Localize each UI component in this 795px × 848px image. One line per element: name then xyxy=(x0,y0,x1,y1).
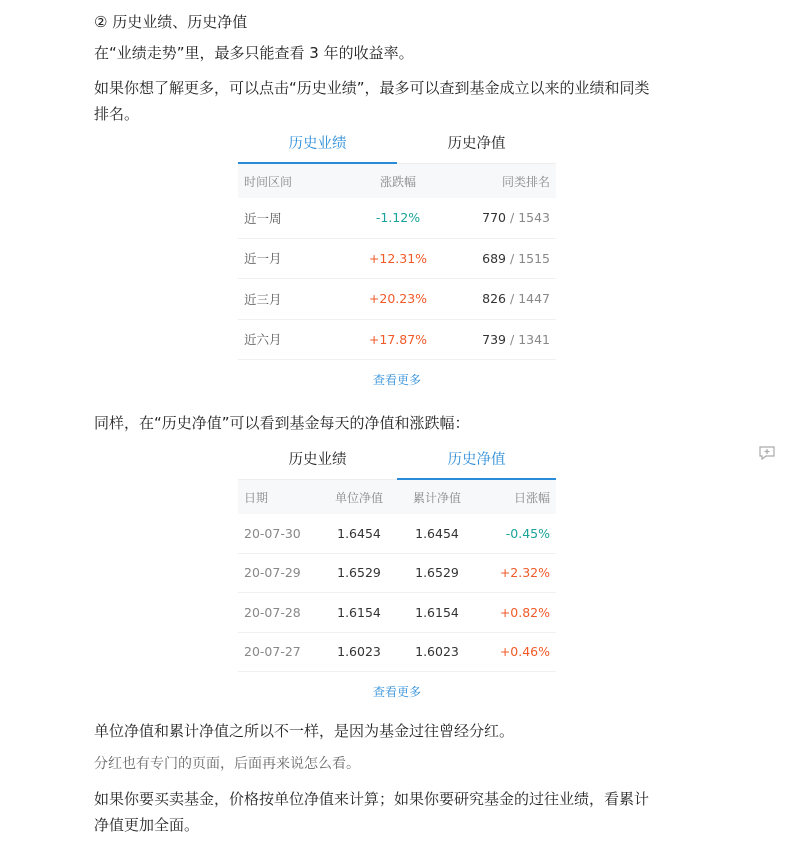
date-cell: 20-07-29 xyxy=(244,565,301,581)
rank-cell xyxy=(448,251,556,266)
history-performance-card xyxy=(238,126,556,400)
rank-separator: / xyxy=(506,210,519,226)
period-cell: 近一周 xyxy=(244,210,282,226)
view-more-link[interactable]: 查看更多 xyxy=(372,373,421,387)
table-row xyxy=(238,633,556,673)
date-cell: 20-07-27 xyxy=(244,644,301,660)
table-row xyxy=(238,593,556,633)
table-body xyxy=(238,198,556,360)
rank-cell xyxy=(448,210,556,225)
paragraph-2-line-2: 排名。 xyxy=(94,105,140,123)
unit-nav-cell: 1.6529 xyxy=(337,565,381,581)
paragraph-1: 在“业绩走势”里，最多只能查看 3 年的收益率。 xyxy=(94,44,414,62)
paragraph-5: 分红也有专门的页面，后面再来说怎么看。 xyxy=(94,756,360,772)
rank-separator: / xyxy=(506,331,519,347)
header-unit-nav: 单位净值 xyxy=(334,490,383,505)
date-cell: 20-07-28 xyxy=(244,604,301,620)
table-row xyxy=(238,554,556,594)
tab-history-nav[interactable]: 历史净值 xyxy=(447,136,506,152)
tab-history-nav[interactable]: 历史净值 xyxy=(397,442,556,479)
period-cell: 近六月 xyxy=(244,332,282,348)
daily-change-cell: +0.82% xyxy=(499,604,550,620)
rank-total: 1515 xyxy=(518,250,550,266)
change-cell: +12.31% xyxy=(368,250,428,266)
rank-value: 770 xyxy=(482,210,507,226)
header-change: 涨跌幅 xyxy=(379,174,416,189)
table-header xyxy=(238,164,556,198)
header-period: 时间区间 xyxy=(244,174,293,189)
acc-nav-cell: 1.6154 xyxy=(415,604,459,620)
header-acc-nav: 累计净值 xyxy=(412,490,461,505)
period-cell: 近一月 xyxy=(244,251,282,267)
rank-value: 689 xyxy=(482,250,507,266)
tab-bar xyxy=(238,126,556,164)
header-date: 日期 xyxy=(244,490,269,505)
acc-nav-cell: 1.6529 xyxy=(415,565,459,581)
table-row xyxy=(238,198,556,239)
rank-value: 739 xyxy=(482,331,507,347)
table-header xyxy=(238,480,556,514)
history-nav-card xyxy=(238,442,556,712)
rank-separator: / xyxy=(506,291,519,307)
section-heading: ② 历史业绩、历史净值 xyxy=(94,13,248,31)
rank-total: 1341 xyxy=(518,331,550,347)
daily-change-cell: -0.45% xyxy=(505,525,550,541)
table-row xyxy=(238,320,556,361)
change-cell: -1.12% xyxy=(375,210,421,226)
header-daily-change: 日涨幅 xyxy=(513,490,550,505)
rank-cell xyxy=(448,332,556,347)
daily-change-cell: +2.32% xyxy=(499,565,550,581)
unit-nav-cell: 1.6454 xyxy=(337,525,381,541)
daily-change-cell: +0.46% xyxy=(499,644,550,660)
view-more-link[interactable]: 查看更多 xyxy=(372,685,421,699)
rank-cell xyxy=(448,291,556,306)
change-cell: +17.87% xyxy=(368,331,428,347)
comment-plus-icon[interactable] xyxy=(759,446,775,460)
acc-nav-cell: 1.6454 xyxy=(415,525,459,541)
tab-bar xyxy=(238,442,556,480)
unit-nav-cell: 1.6023 xyxy=(337,644,381,660)
paragraph-6-line-2: 净值更加全面。 xyxy=(94,816,200,834)
tab-history-performance[interactable]: 历史业绩 xyxy=(238,126,397,163)
table-row xyxy=(238,279,556,320)
table-body xyxy=(238,514,556,672)
period-cell: 近三月 xyxy=(244,291,282,307)
paragraph-6-line-1: 如果你要买卖基金，价格按单位净值来计算；如果你要研究基金的过往业绩，看累计 xyxy=(94,790,650,808)
rank-total: 1447 xyxy=(518,291,550,307)
tab-history-performance[interactable]: 历史业绩 xyxy=(288,452,347,468)
paragraph-3: 同样，在“历史净值”可以看到基金每天的净值和涨跌幅： xyxy=(94,414,470,432)
paragraph-2-line-1: 如果你想了解更多，可以点击“历史业绩”，最多可以查到基金成立以来的业绩和同类 xyxy=(94,79,650,97)
unit-nav-cell: 1.6154 xyxy=(337,604,381,620)
table-row xyxy=(238,239,556,280)
rank-value: 826 xyxy=(482,291,507,307)
date-cell: 20-07-30 xyxy=(244,525,301,541)
table-row xyxy=(238,514,556,554)
change-cell: +20.23% xyxy=(368,291,428,307)
rank-separator: / xyxy=(506,250,519,266)
paragraph-4: 单位净值和累计净值之所以不一样，是因为基金过往曾经分红。 xyxy=(94,722,515,740)
acc-nav-cell: 1.6023 xyxy=(415,644,459,660)
header-rank: 同类排名 xyxy=(501,174,550,189)
rank-total: 1543 xyxy=(518,210,550,226)
